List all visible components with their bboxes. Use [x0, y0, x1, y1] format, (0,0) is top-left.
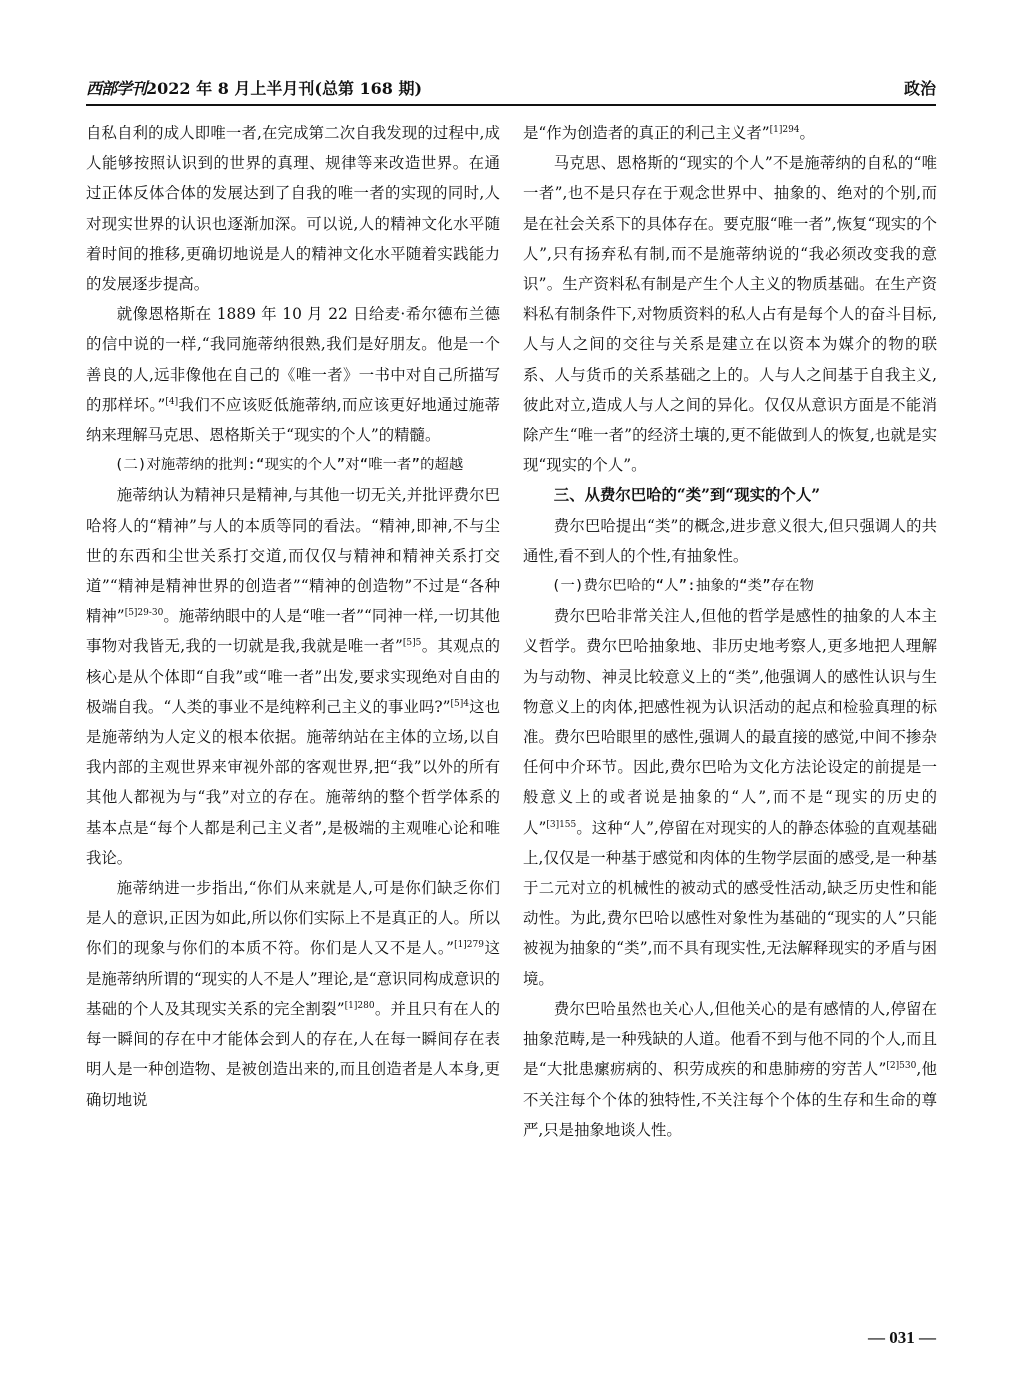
citation: [1]280	[344, 1000, 375, 1011]
section-heading: 三、从费尔巴哈的“类”到“现实的个人”	[553, 486, 821, 505]
paragraph: 施蒂纳认为精神只是精神,与其他一切无关,并批评费尔巴哈将人的“精神”与人的本质等同的看法。“精神,即神,不与尘世的东西和尘世关系打交道,而仅仅与精神和精神关系打交道”“精神是精神世界的创造者”“精神的创造物”不过是“各种精神”$^{[5]29-30}$。施蒂纳眼中的人是“唯一者”“同神一样,一切其他事物对我皆无,我的一切就是我,我就是唯一者”$^{[5]5}$。其观点的核心是从个体即“自我”或“唯一者”出发,要求实现绝对自由的极端自我。“人类的事业不是纯粹利己主义的事业吗?”$^{[5]4}$这也是施蒂纳为人定义的根本依据。施蒂纳站在主体的立场,以自我内部的主观世界来审视外部的客观世界,把“我”以外的所有其他人都视为与“我”对立的存在。施蒂纳的整个哲学体系的基本点是“每个人都是利己主义者”,是极端的主观唯心论和唯我论。	[86, 486, 501, 867]
paragraph: 费尔巴哈提出“类”的概念,进步意义很大,但只强调人的共通性,看不到人的个性,有抽象性。	[523, 516, 937, 565]
citation: [5]29-30	[124, 608, 164, 619]
right-column	[523, 118, 937, 1145]
section-name: 政治	[903, 79, 936, 98]
paragraph: 施蒂纳进一步指出,“你们从来就是人,可是你们缺乏你们是人的意识,正因为如此,所以你们实际上不是真正的人。所以你们的现象与你们的本质不符。你们是人又不是人。”$^{[1]279}$这是施蒂纳所谓的“现实的人不是人”理论,是“意识同构成意识的基础的个人及其现实关系的完全割裂”$^{[1]280}$。并且只有在人的每一瞬间的存在中才能体会到人的存在,人在每一瞬间存在表明人是一种创造物、是被创造出来的,而且创造者是人本身,更确切地说	[86, 879, 500, 1109]
header-left	[86, 76, 422, 99]
paragraph: 自私自利的成人即唯一者,在完成第二次自我发现的过程中,成人能够按照认识到的世界的真理、规律等来改造世界。在通过正体反体合体的发展达到了自我的唯一者的实现的同时,人对现实世界的认识也逐渐加深。可以说,人的精神文化水平随着时间的推移,更确切地说是人的精神文化水平随着实践能力的发展逐步提高。	[86, 124, 500, 294]
paragraph: 费尔巴哈虽然也关心人,但他关心的是有感情的人,停留在抽象范畴,是一种残缺的人道。他看不到与他不同的个人,而且是“大批患瘰疬病的、积劳成疾的和患肺痨的穷苦人”$^{[2]530}$,他不关注每个个体的独特性,不关注每个个体的生存和生命的尊严,只是抽象地谈人性。	[523, 999, 937, 1139]
citation: [5]5	[402, 638, 422, 649]
issue-info: 2022 年 8 月上半月刊(总第 168 期)	[146, 79, 423, 98]
citation: [2]530	[886, 1061, 917, 1072]
subheading: (一)费尔巴哈的“人”:抽象的“类”存在物	[551, 578, 814, 595]
paragraph: 马克思、恩格斯的“现实的个人”不是施蒂纳的自私的“唯一者”,也不是只存在于观念世界中、抽象的、绝对的个别,而是在社会关系下的具体存在。要克服“唯一者”,恢复“现实的个人”,只有扬弃私有制,而不是施蒂纳说的“我必须改变我的意识”。生产资料私有制是产生个人主义的物质基础。在生产资料私有制条件下,对物质资料的私人占有是每个人的奋斗目标,人与人之间的交往与关系是建立在以资本为媒介的物的联系、人与货币的关系基础之上的。人与人之间基于自我主义,彼此对立,造成人与人之间的异化。仅仅从意识方面是不能消除产生“唯一者”的经济土壤的,更不能做到人的恢复,也就是实现“现实的个人”。	[523, 154, 937, 475]
citation: [5]4	[450, 698, 470, 709]
subheading: (二)对施蒂纳的批判:“现实的个人”对“唯一者”的超越	[114, 457, 464, 474]
citation: [3]155	[546, 819, 577, 830]
citation: [4]	[165, 396, 179, 407]
paragraph: 费尔巴哈非常关注人,但他的哲学是感性的抽象的人本主义哲学。费尔巴哈抽象地、非历史地考察人,更多地把人理解为与动物、神灵比较意义上的“类”,他强调人的感性认识与生物意义上的肉体,把感性视为认识活动的起点和检验真理的标准。费尔巴哈眼里的感性,强调人的最直接的感觉,中间不掺杂任何中介环节。因此,费尔巴哈为文化方法论设定的前提是一般意义上的或者说是抽象的“人”,而不是“现实的历史的人”$^{[3]155}$。这种“人”,停留在对现实的人的静态体验的直观基础上,仅仅是一种基于感觉和肉体的生物学层面的感受,是一种基于二元对立的机械性的被动式的感受性活动,缺乏历史性和能动性。为此,费尔巴哈以感性对象性为基础的“现实的人”只能被视为抽象的“类”,而不具有现实性,无法解释现实的矛盾与困境。	[523, 607, 937, 988]
paragraph: 是“作为创造者的真正的利己主义者”$^{[1]294}$。	[523, 124, 815, 142]
citation: [1]294	[769, 124, 800, 135]
left-column	[86, 118, 500, 1115]
citation: [1]279	[454, 940, 484, 951]
running-header	[86, 70, 936, 106]
page-number: — 031 —	[868, 1328, 936, 1347]
paragraph: 就像恩格斯在 1889 年 10 月 22 日给麦·希尔德布兰德的信中说的一样,“我同施蒂纳很熟,我们是好朋友。他是一个善良的人,远非像他在自己的《唯一者》一书中对自己所描写的那样坏。”[4]我们不应该贬低施蒂纳,而应该更好地通过施蒂纳来理解马克思、恩格斯关于“现实的个人”的精髓。	[86, 305, 500, 445]
journal-logo: 西部学刊	[86, 79, 147, 98]
